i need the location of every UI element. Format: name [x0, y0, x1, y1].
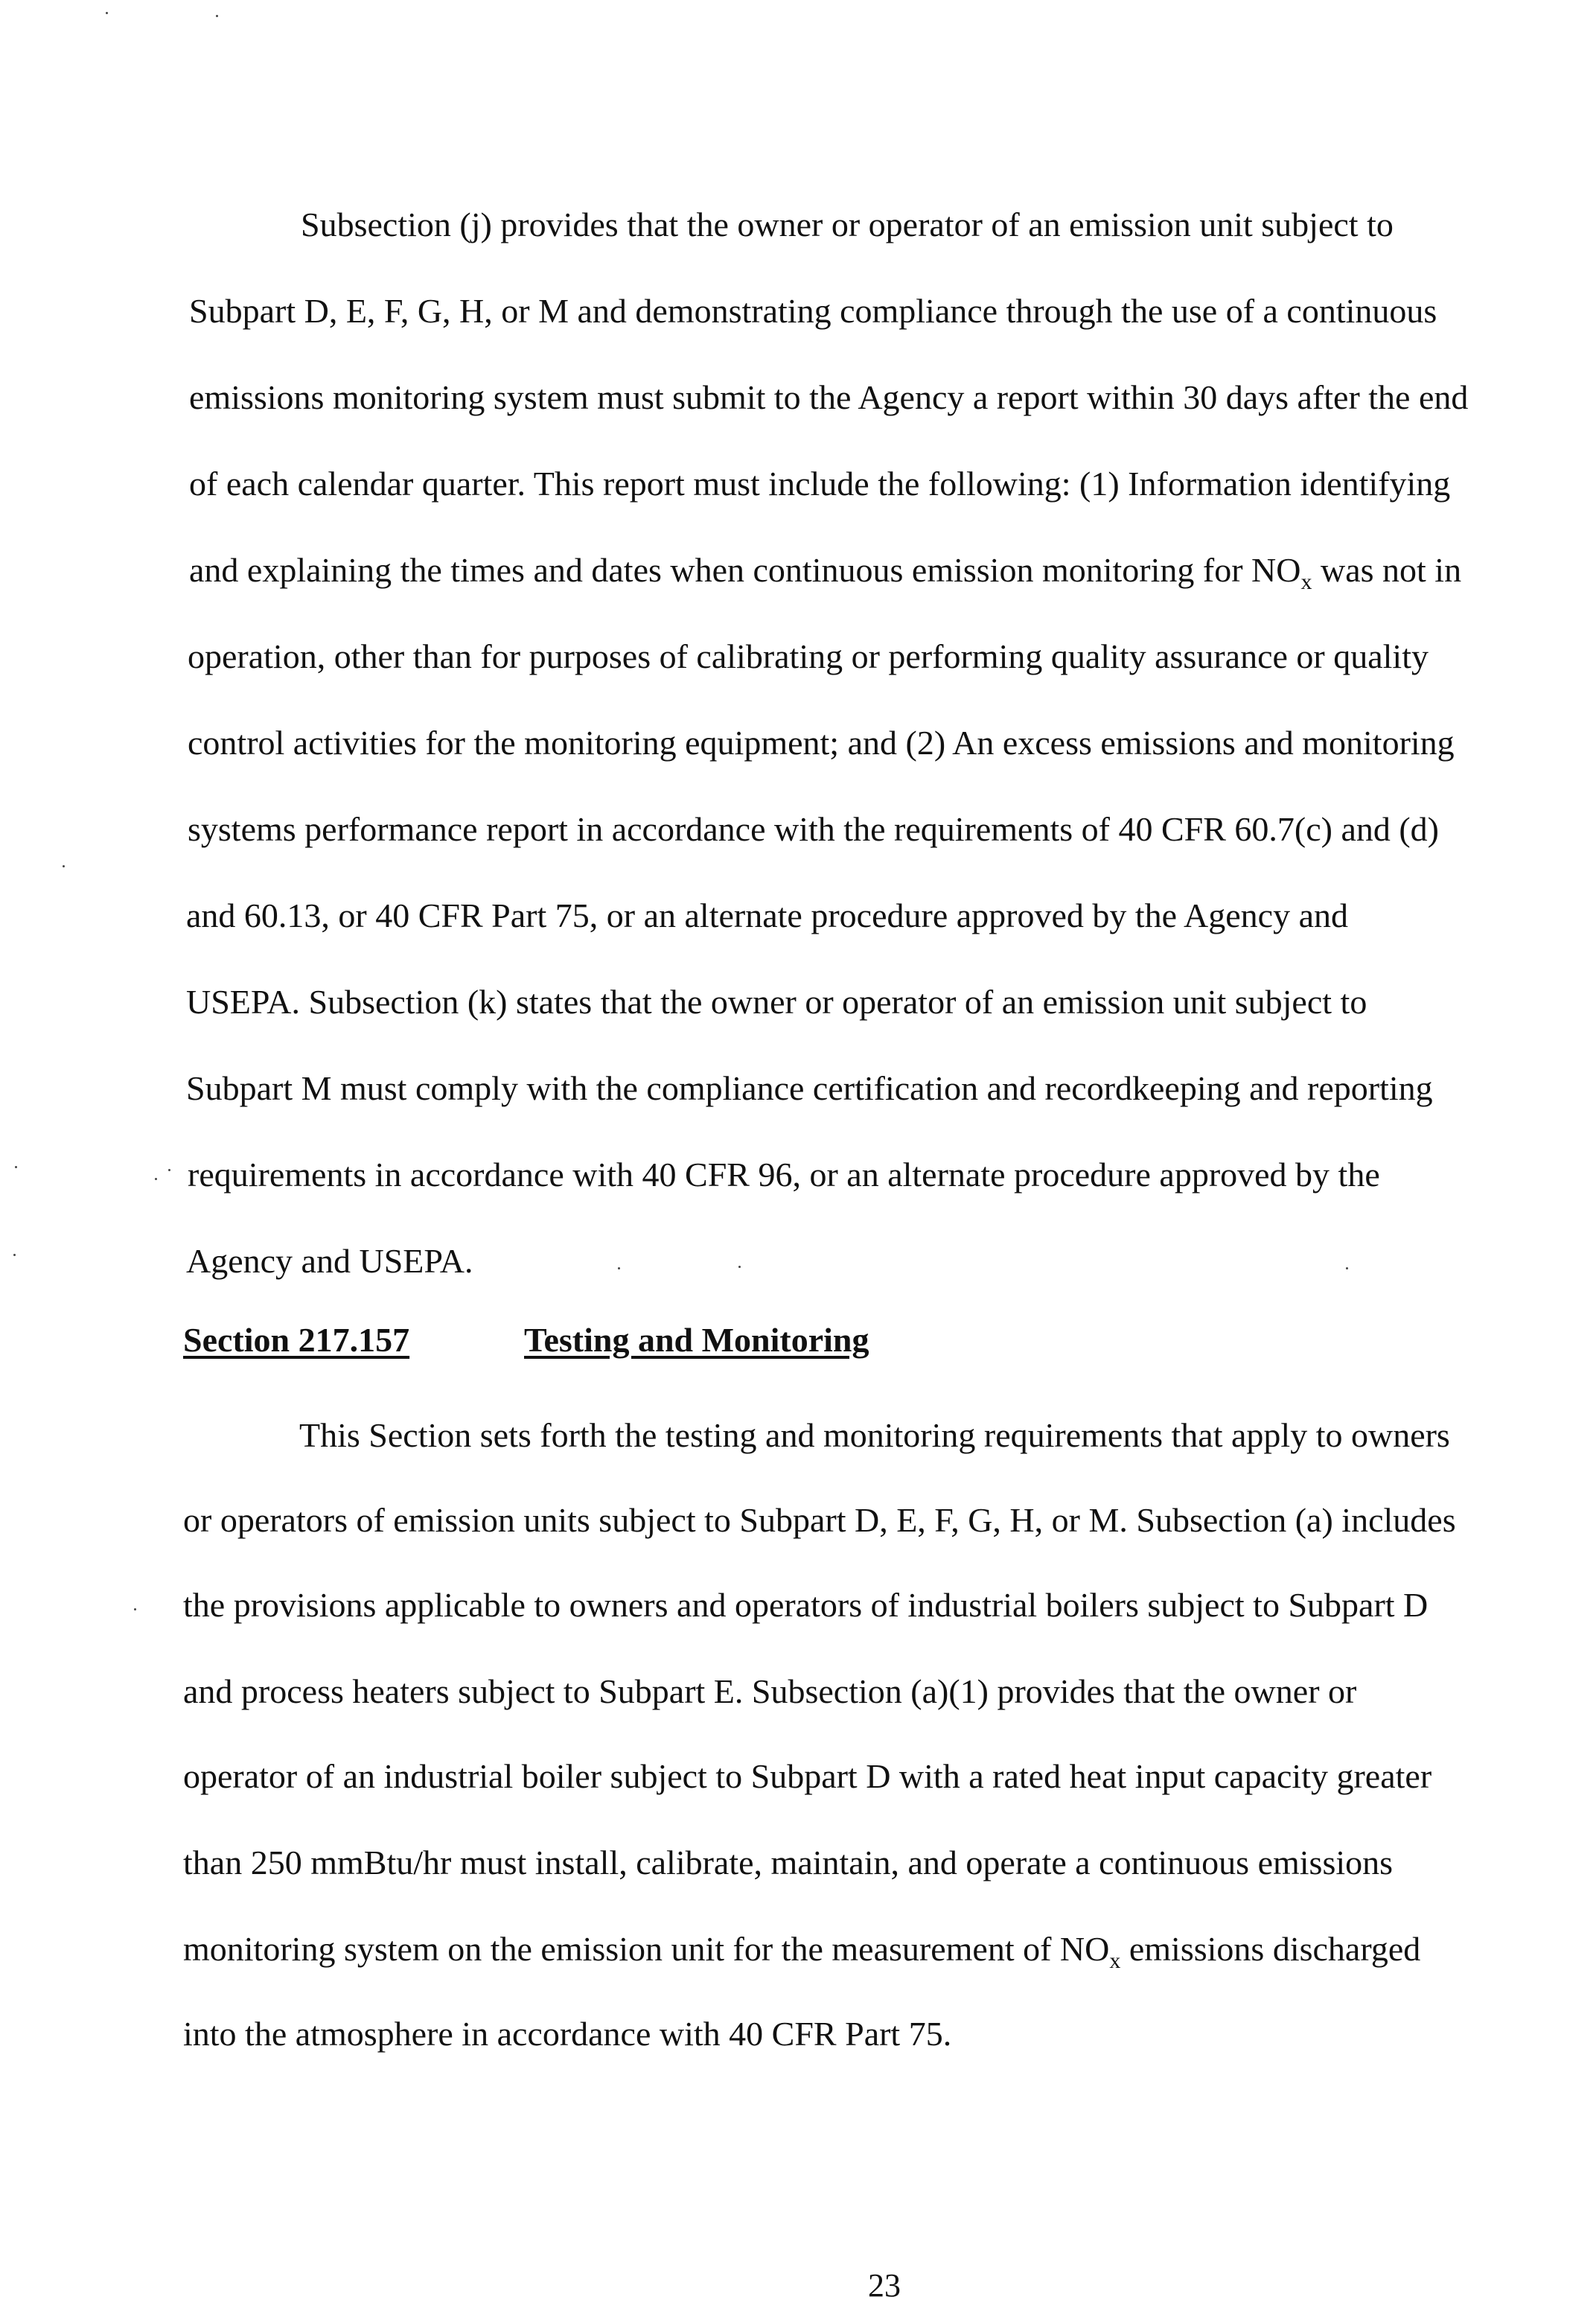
subscript-x: x: [1109, 1948, 1121, 1974]
text-line: operator of an industrial boiler subject to Subpart D with a rated heat input capacity greater: [183, 1757, 1432, 1795]
scan-speck: [168, 1169, 170, 1171]
text-segment: was not in: [1312, 551, 1462, 589]
text-line: [183, 1927, 1420, 1983]
text-line: into the atmosphere in accordance with 40 CFR Part 75.: [183, 2015, 952, 2053]
text-line: than 250 mmBtu/hr must install, calibrate, maintain, and operate a continuous emissions: [183, 1844, 1394, 1881]
text-line: operation, other than for purposes of calibrating or performing quality assurance or quality: [188, 637, 1429, 675]
scan-speck: [216, 15, 218, 17]
text-line: control activities for the monitoring equipment; and (2) An excess emissions and monitoring: [188, 724, 1455, 762]
scan-speck: [155, 1178, 157, 1180]
text-segment: and explaining the times and dates when continuous emission monitoring for NO: [189, 551, 1301, 589]
section-number: Section 217.157: [183, 1321, 410, 1359]
page-number: 23: [868, 2267, 901, 2304]
scan-speck: [15, 1166, 17, 1168]
scan-speck: [13, 1254, 16, 1256]
text-line: Agency and USEPA.: [186, 1242, 473, 1280]
text-line: systems performance report in accordance with the requirements of 40 CFR 60.7(c) and (d): [188, 810, 1439, 848]
text-line: emissions monitoring system must submit to the Agency a report within 30 days after the end: [189, 378, 1469, 416]
text-line: [189, 548, 1461, 605]
scan-speck: [63, 865, 65, 867]
text-line: the provisions applicable to owners and operators of industrial boilers subject to Subpart D: [183, 1586, 1429, 1624]
text-line: and process heaters subject to Subpart E. Subsection (a)(1) provides that the owner or: [183, 1672, 1357, 1710]
section-title: Testing and Monitoring: [524, 1321, 869, 1359]
scan-speck: [1346, 1267, 1348, 1269]
text-segment: emissions discharged: [1120, 1930, 1421, 1968]
text-line: and 60.13, or 40 CFR Part 75, or an alternate procedure approved by the Agency and: [186, 896, 1349, 934]
text-segment: monitoring system on the emission unit for the measurement of NO: [183, 1930, 1110, 1968]
text-line: Subpart D, E, F, G, H, or M and demonstrating compliance through the use of a continuous: [189, 292, 1437, 330]
text-line: This Section sets forth the testing and monitoring requirements that apply to owners: [299, 1416, 1450, 1454]
scan-speck: [738, 1266, 741, 1268]
text-line: USEPA. Subsection (k) states that the owner or operator of an emission unit subject to: [186, 983, 1367, 1021]
scan-speck: [106, 12, 108, 14]
text-line: or operators of emission units subject to Subpart D, E, F, G, H, or M. Subsection (a) includes: [183, 1501, 1456, 1539]
scan-speck: [134, 1608, 136, 1610]
subscript-x: x: [1300, 570, 1312, 595]
text-line: Subsection (j) provides that the owner or operator of an emission unit subject to: [301, 205, 1394, 243]
text-line: Subpart M must comply with the compliance certification and recordkeeping and reporting: [186, 1069, 1433, 1107]
scan-speck: [618, 1267, 620, 1269]
text-line: requirements in accordance with 40 CFR 96, or an alternate procedure approved by the: [188, 1156, 1380, 1194]
text-line: of each calendar quarter. This report must include the following: (1) Information identifying: [189, 465, 1451, 503]
